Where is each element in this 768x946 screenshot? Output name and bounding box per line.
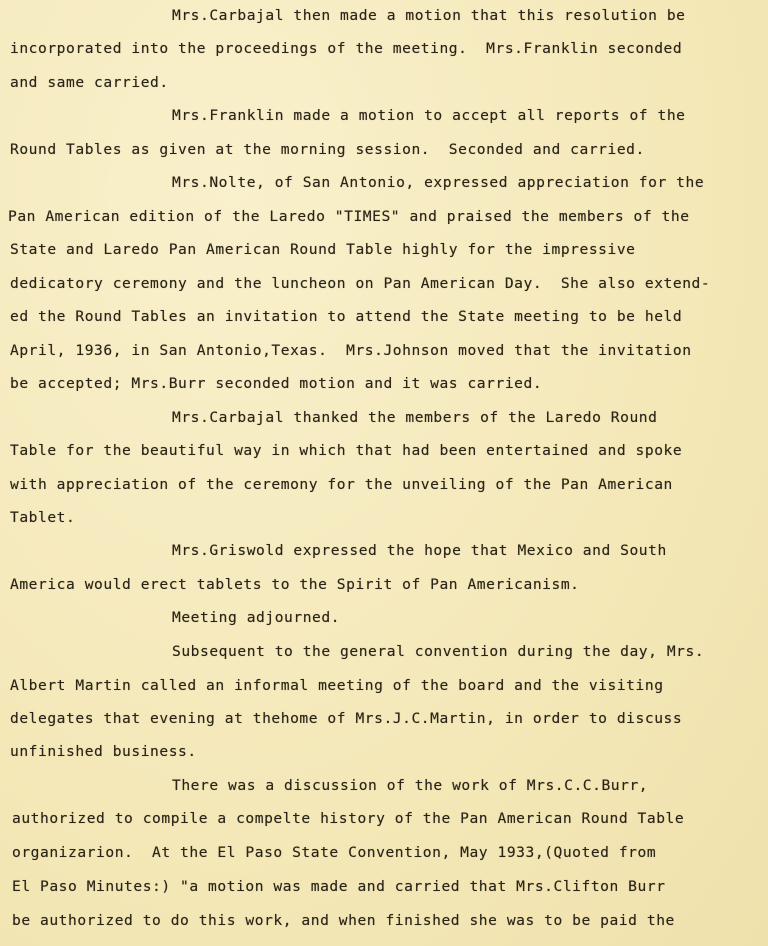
text-line: ed the Round Tables an invitation to attend the State meeting to be held: [10, 308, 683, 325]
text-line: Meeting adjourned.: [172, 609, 341, 626]
text-line: incorporated into the proceedings of the meeting. Mrs.Franklin seconded: [10, 40, 683, 57]
text-line: State and Laredo Pan American Round Table highly for the impressive: [10, 241, 636, 258]
text-line: Mrs.Carbajal then made a motion that this resolution be: [172, 7, 686, 24]
text-line: Subsequent to the general convention during the day, Mrs.: [172, 643, 705, 660]
text-line: Mrs.Griswold expressed the hope that Mexico and South: [172, 542, 667, 559]
text-line: organizarion. At the El Paso State Convention, May 1933,(Quoted from: [12, 844, 657, 861]
text-line: Albert Martin called an informal meeting of the board and the visiting: [10, 677, 664, 694]
text-line: Table for the beautiful way in which that had been entertained and spoke: [10, 442, 683, 459]
text-line: and same carried.: [10, 74, 169, 91]
text-line: authorized to compile a compelte history of the Pan American Round Table: [12, 810, 685, 827]
text-line: dedicatory ceremony and the luncheon on Pan American Day. She also extend-: [10, 275, 711, 292]
text-line: Round Tables as given at the morning session. Seconded and carried.: [10, 141, 645, 158]
text-line: Pan American edition of the Laredo "TIMES" and praised the members of the: [8, 208, 690, 225]
text-line: be authorized to do this work, and when finished she was to be paid the: [12, 912, 675, 929]
text-line: with appreciation of the ceremony for the unveiling of the Pan American: [10, 476, 673, 493]
text-line: Mrs.Franklin made a motion to accept all reports of the: [172, 107, 686, 124]
text-line: America would erect tablets to the Spirit of Pan Americanism.: [10, 576, 580, 593]
text-line: delegates that evening at thehome of Mrs.J.C.Martin, in order to discuss: [10, 710, 683, 727]
text-line: Tablet.: [10, 509, 76, 526]
text-line: Mrs.Carbajal thanked the members of the Laredo Round: [172, 409, 658, 426]
text-line: There was a discussion of the work of Mrs.C.C.Burr,: [172, 777, 649, 794]
text-line: unfinished business.: [10, 743, 197, 760]
text-line: El Paso Minutes:) "a motion was made and carried that Mrs.Clifton Burr: [12, 878, 666, 895]
text-line: Mrs.Nolte, of San Antonio, expressed appreciation for the: [172, 174, 705, 191]
text-line: be accepted; Mrs.Burr seconded motion and it was carried.: [10, 375, 543, 392]
text-line: April, 1936, in San Antonio,Texas. Mrs.Johnson moved that the invitation: [10, 342, 692, 359]
